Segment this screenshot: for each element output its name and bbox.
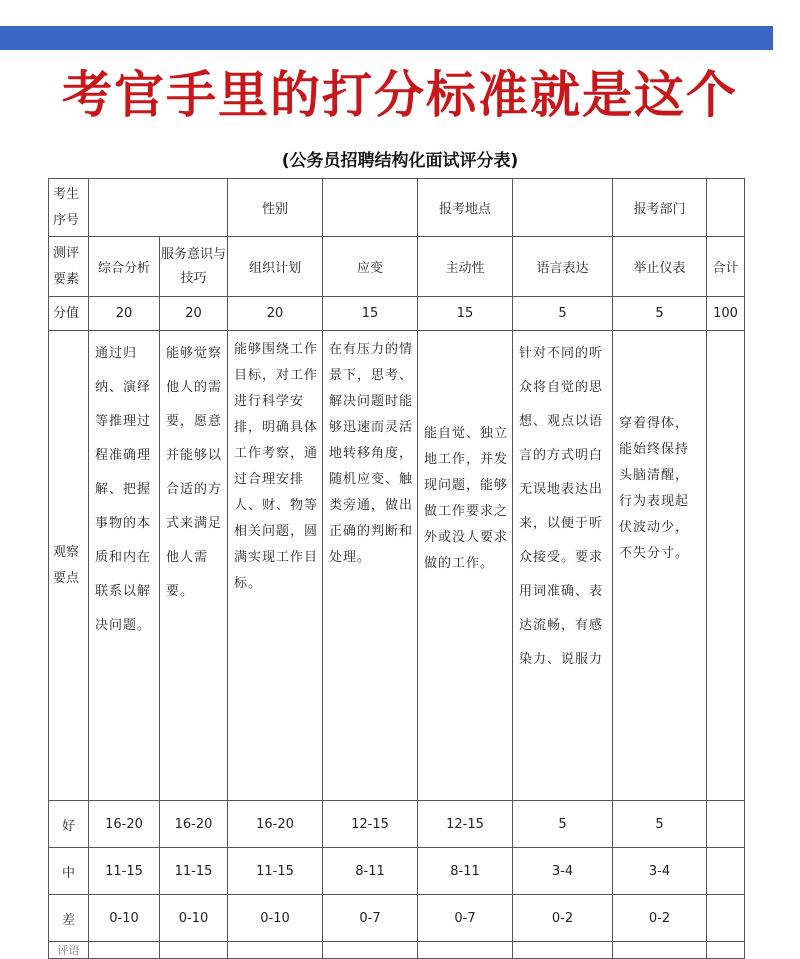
candidate-number-label: 考生序号 <box>49 179 89 237</box>
observation-cell: 通过归纳、演绎等推理过程准确理解、把握事物的本质和内在联系以解决问题。 <box>89 331 160 801</box>
grade-range-cell: 0-10 <box>160 895 228 942</box>
grade-range-cell: 0-10 <box>89 895 160 942</box>
grade-range-cell: 8-11 <box>418 848 513 895</box>
criteria-row <box>49 237 745 297</box>
observation-cell: 针对不同的听众将自觉的思想、观点以语言的方式明白无误地表达出来，以便于听众接受。要求用词准确、表达流畅，有感染力、说服力 <box>513 331 613 801</box>
observation-cell: 能够觉察他人的需要，愿意并能够以合适的方式来满足他人需要。 <box>160 331 228 801</box>
grade-range-cell: 12-15 <box>323 801 418 848</box>
grade-range-cell: 0-2 <box>613 895 707 942</box>
observation-row <box>49 331 745 801</box>
score-cell: 20 <box>89 297 160 331</box>
grade-range-cell: 16-20 <box>160 801 228 848</box>
scoring-table <box>48 178 745 959</box>
grade-range-cell: 11-15 <box>160 848 228 895</box>
grade-row-medium <box>49 848 745 895</box>
observation-cell: 能自觉、独立地工作，并发现问题，能够做工作要求之外或没人要求做的工作。 <box>418 331 513 801</box>
remark-row <box>49 942 745 959</box>
grade-range-cell: 3-4 <box>613 848 707 895</box>
grade-row-poor <box>49 895 745 942</box>
criteria-label: 测评要素 <box>49 237 89 297</box>
grade-range-cell: 16-20 <box>89 801 160 848</box>
grade-range-cell: 0-7 <box>323 895 418 942</box>
header-bar <box>0 26 773 50</box>
criterion-cell: 应变 <box>323 237 418 297</box>
criterion-cell: 主动性 <box>418 237 513 297</box>
location-label: 报考地点 <box>418 179 513 237</box>
grade-range-cell: 11-15 <box>228 848 323 895</box>
criterion-cell: 服务意识与技巧 <box>160 237 228 297</box>
page-title: 考官手里的打分标准就是这个 <box>62 66 738 124</box>
grade-range-cell: 12-15 <box>418 801 513 848</box>
criterion-cell: 综合分析 <box>89 237 160 297</box>
observation-label: 观察要点 <box>49 331 89 801</box>
table-subtitle: (公务员招聘结构化面试评分表) <box>281 151 519 171</box>
gender-label: 性别 <box>228 179 323 237</box>
grade-range-cell: 3-4 <box>513 848 613 895</box>
score-cell: 100 <box>707 297 745 331</box>
grade-label: 中 <box>49 848 89 895</box>
criterion-cell: 合计 <box>707 237 745 297</box>
score-row <box>49 297 745 331</box>
grade-range-cell: 0-7 <box>418 895 513 942</box>
grade-range-cell: 0-10 <box>228 895 323 942</box>
observation-cell: 能够围绕工作目标，对工作进行科学安排，明确具体工作考察，通过合理安排人、财、物等相关问题，圆满实现工作目标。 <box>228 331 323 801</box>
info-row <box>49 179 745 237</box>
department-label: 报考部门 <box>613 179 707 237</box>
remark-label: 评语 <box>49 942 89 959</box>
score-cell: 20 <box>228 297 323 331</box>
grade-label: 好 <box>49 801 89 848</box>
criterion-cell: 语言表达 <box>513 237 613 297</box>
grade-range-cell: 8-11 <box>323 848 418 895</box>
score-label: 分值 <box>49 297 89 331</box>
criterion-cell: 举止仪表 <box>613 237 707 297</box>
grade-row-good <box>49 801 745 848</box>
criterion-cell: 组织计划 <box>228 237 323 297</box>
observation-cell: 在有压力的情景下，思考、解决问题时能够迅速而灵活地转移角度，随机应变、触类旁通，做出正确的判断和处理。 <box>323 331 418 801</box>
score-cell: 20 <box>160 297 228 331</box>
score-cell: 15 <box>418 297 513 331</box>
observation-cell: 穿着得体，能始终保持头脑清醒，行为表现起伏波动少，不失分寸。 <box>613 331 707 801</box>
grade-range-cell: 16-20 <box>228 801 323 848</box>
grade-range-cell: 0-2 <box>513 895 613 942</box>
grade-range-cell: 11-15 <box>89 848 160 895</box>
grade-label: 差 <box>49 895 89 942</box>
score-cell: 5 <box>613 297 707 331</box>
score-cell: 15 <box>323 297 418 331</box>
grade-range-cell: 5 <box>613 801 707 848</box>
grade-range-cell: 5 <box>513 801 613 848</box>
score-cell: 5 <box>513 297 613 331</box>
